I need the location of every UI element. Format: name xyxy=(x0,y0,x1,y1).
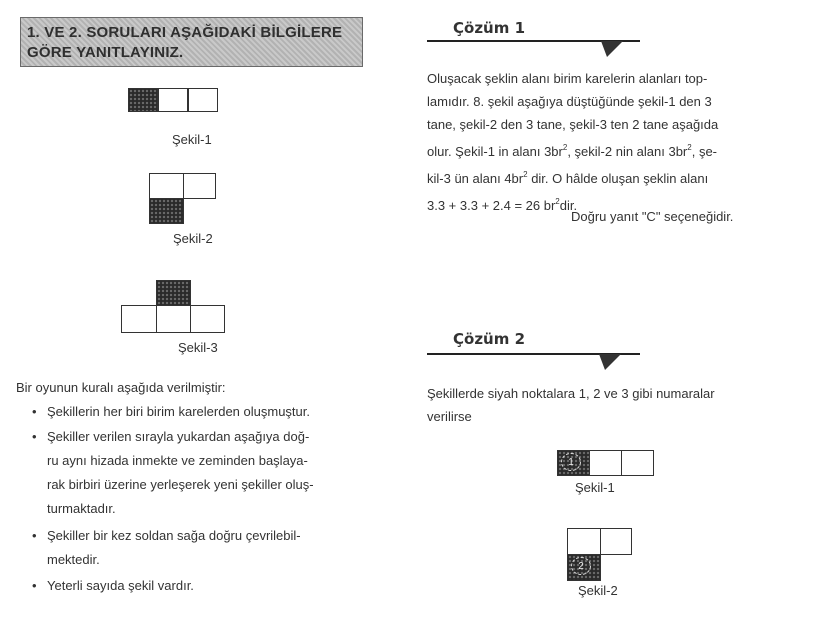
solution-2-title: Çözüm 2 xyxy=(453,330,526,348)
numbered-marker: 1 xyxy=(561,453,581,471)
figure-1-cell-dark xyxy=(128,88,158,112)
solution-2-line: verilirse xyxy=(427,409,472,424)
solution-2-figure-1-caption: Şekil-1 xyxy=(575,480,615,495)
solution-1-answer: Doğru yanıt "C" seçeneğidir. xyxy=(571,209,734,224)
figure-2-cell-dark xyxy=(149,198,184,224)
figure-2-cell xyxy=(149,173,184,199)
rule-item xyxy=(32,524,301,572)
rule-line: Yeterli sayıda şekil vardır. xyxy=(47,578,194,593)
solution-1-line xyxy=(427,163,787,190)
solution-1-rule-marker xyxy=(601,41,623,57)
figure-1-cell xyxy=(188,88,218,112)
rule-line: turmaktadır. xyxy=(47,501,116,516)
solution-2-rule-marker xyxy=(599,354,621,370)
figure-1-cell xyxy=(158,88,188,112)
figure-2-cell xyxy=(183,173,216,199)
figure-2-caption: Şekil-2 xyxy=(173,231,213,246)
superscript: 2 xyxy=(562,143,568,152)
section-header-box xyxy=(20,17,363,67)
rule-line: Şekiller bir kez soldan sağa doğru çevrilebil- xyxy=(47,528,301,543)
solution-2-figure-2-cell xyxy=(567,528,601,555)
solution-1-text xyxy=(427,67,787,217)
text-span: olur. Şekil-1 in alanı 3br xyxy=(427,144,563,159)
solution-2-figure-1 xyxy=(557,450,655,476)
solution-1-line xyxy=(427,136,787,163)
superscript: 2 xyxy=(555,197,560,206)
bullet-icon: • xyxy=(32,578,37,593)
solution-2-line: Şekillerde siyah noktalara 1, 2 ve 3 gibi numaralar xyxy=(427,386,715,401)
solution-2-figure-2-caption: Şekil-2 xyxy=(578,583,618,598)
figure-3-cell xyxy=(190,305,225,333)
section-header-line-2: GÖRE YANITLAYINIZ. xyxy=(27,44,184,61)
figure-3 xyxy=(121,280,225,334)
solution-2-figure-1-cell xyxy=(621,450,654,476)
figure-3-cell-dark xyxy=(156,280,191,306)
bullet-icon: • xyxy=(32,429,37,444)
rule-line: ru aynı hizada inmekte ve zeminden başlaya- xyxy=(47,453,308,468)
solution-2-figure-1-cell xyxy=(589,450,622,476)
text-span: , şekil-2 nin alanı 3br xyxy=(567,144,688,159)
text-span: kil-3 ün alanı 4br xyxy=(427,171,524,186)
figure-3-cell xyxy=(121,305,157,333)
section-header xyxy=(27,23,342,63)
text-span: dir. xyxy=(559,198,578,213)
bullet-icon: • xyxy=(32,528,37,543)
text-span: 3.3 + 3.3 + 2.4 = 26 br xyxy=(427,198,556,213)
solution-1-line: Oluşacak şeklin alanı birim karelerin alanları top- xyxy=(427,71,708,86)
figure-1-caption: Şekil-1 xyxy=(172,132,212,147)
solution-2-figure-2-cell xyxy=(600,528,632,555)
superscript: 2 xyxy=(687,143,692,152)
section-header-line-1: 1. VE 2. SORULARI AŞAĞIDAKİ BİLGİLERE xyxy=(27,24,343,41)
figure-2 xyxy=(149,173,219,225)
solution-2-figure-2 xyxy=(567,528,635,582)
rule-line: mektedir. xyxy=(47,552,100,567)
superscript: 2 xyxy=(523,170,528,179)
figure-1 xyxy=(128,88,222,114)
solution-1-line: tane, şekil-2 den 3 tane, şekil-3 ten 2 tane aşağıda xyxy=(427,117,719,132)
solution-1-line: lamıdır. 8. şekil aşağıya düştüğünde şekil-1 den 3 xyxy=(427,94,712,109)
rules-intro: Bir oyunun kuralı aşağıda verilmiştir: xyxy=(16,380,226,395)
text-span: dir. O hâlde oluşan şeklin alanı xyxy=(527,171,709,186)
bullet-icon: • xyxy=(32,404,37,419)
text-span: , şe- xyxy=(691,144,718,159)
rule-item xyxy=(32,400,310,424)
solution-1-title: Çözüm 1 xyxy=(453,19,526,37)
figure-3-caption: Şekil-3 xyxy=(178,340,218,355)
solution-2-figure-1-cell-dark xyxy=(557,450,590,476)
rule-line: Şekillerin her biri birim karelerden oluşmuştur. xyxy=(47,404,310,419)
rule-line: Şekiller verilen sırayla yukardan aşağıya doğ- xyxy=(47,429,310,444)
rule-item xyxy=(32,425,314,521)
rule-item xyxy=(32,574,194,598)
solution-2-figure-2-cell-dark xyxy=(567,554,601,581)
numbered-marker: 2 xyxy=(571,557,591,575)
figure-3-cell xyxy=(156,305,191,333)
rule-line: rak birbiri üzerine yerleşerek yeni şekiller oluş- xyxy=(47,477,314,492)
solution-2-text xyxy=(427,382,807,428)
